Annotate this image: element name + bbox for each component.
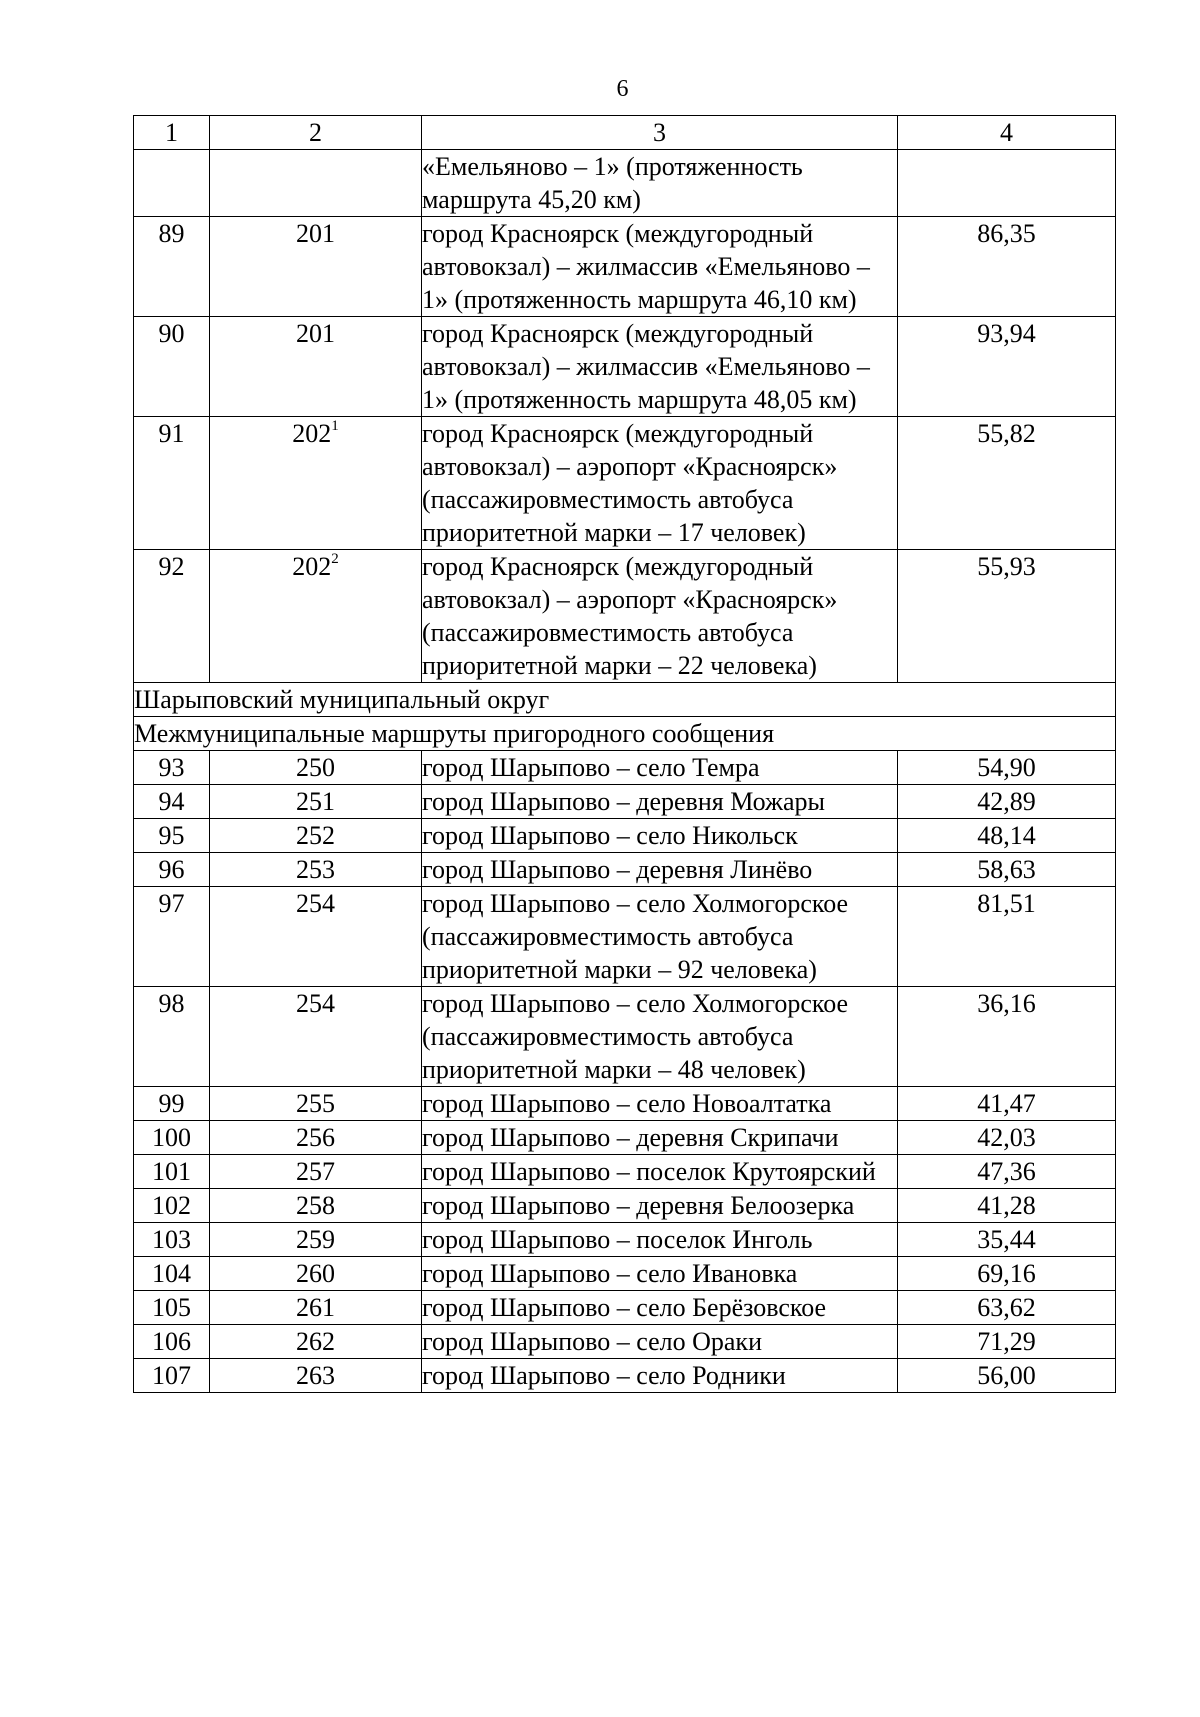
row-number-cell: 106 [134, 1325, 210, 1359]
row-number-cell [134, 150, 210, 217]
table-row [134, 819, 1116, 853]
route-number-cell: 257 [210, 1155, 422, 1189]
section-title: Шарыповский муниципальный округ [134, 683, 1116, 717]
table-row [134, 317, 1116, 417]
value-cell: 55,93 [898, 550, 1116, 683]
row-number-cell: 98 [134, 987, 210, 1087]
route-description-cell: город Шарыпово – деревня Линёво [422, 853, 898, 887]
row-number-cell: 94 [134, 785, 210, 819]
row-number-cell: 95 [134, 819, 210, 853]
header-col-2: 2 [210, 116, 422, 150]
table-body [134, 150, 1116, 1393]
table-row [134, 1189, 1116, 1223]
page-number: 6 [616, 76, 629, 102]
row-number-cell: 105 [134, 1291, 210, 1325]
route-number-text: 202 [292, 552, 332, 581]
route-number-cell: 201 [210, 217, 422, 317]
row-number-cell: 89 [134, 217, 210, 317]
row-number-cell: 107 [134, 1359, 210, 1393]
table-row [134, 1325, 1116, 1359]
value-cell: 63,62 [898, 1291, 1116, 1325]
route-number-cell: 261 [210, 1291, 422, 1325]
table-row [134, 785, 1116, 819]
value-cell: 86,35 [898, 217, 1116, 317]
routes-table [133, 115, 1116, 1393]
value-cell: 41,28 [898, 1189, 1116, 1223]
table-row [134, 150, 1116, 217]
value-cell: 35,44 [898, 1223, 1116, 1257]
route-description-cell: город Красноярск (междугородный автовокзал) – жилмассив «Емельяново – 1» (протяженность маршрута 48,05 км) [422, 317, 898, 417]
row-number-cell: 97 [134, 887, 210, 987]
route-number-cell: 263 [210, 1359, 422, 1393]
route-number-cell: 201 [210, 317, 422, 417]
route-description-cell: город Красноярск (междугородный автовокзал) – жилмассив «Емельяново – 1» (протяженность маршрута 46,10 км) [422, 217, 898, 317]
table-row [134, 1257, 1116, 1291]
value-cell: 54,90 [898, 751, 1116, 785]
route-number-cell [210, 150, 422, 217]
row-number-cell: 101 [134, 1155, 210, 1189]
table-row [134, 1087, 1116, 1121]
table-row [134, 887, 1116, 987]
route-number-cell [210, 417, 422, 550]
value-cell: 42,03 [898, 1121, 1116, 1155]
route-number-cell: 255 [210, 1087, 422, 1121]
route-number-cell: 252 [210, 819, 422, 853]
value-cell: 48,14 [898, 819, 1116, 853]
table-row [134, 417, 1116, 550]
route-description-cell: город Красноярск (междугородный автовокзал) – аэропорт «Красноярск» (пассажировместимость автобуса приоритетной марки – 17 человек) [422, 417, 898, 550]
row-number-cell: 91 [134, 417, 210, 550]
route-description-cell: город Шарыпово – село Темра [422, 751, 898, 785]
route-number-text: 202 [292, 419, 332, 448]
row-number-cell: 92 [134, 550, 210, 683]
row-number-cell: 104 [134, 1257, 210, 1291]
route-number-cell [210, 550, 422, 683]
route-description-cell: город Шарыпово – село Холмогорское (пассажировместимость автобуса приоритетной марки – 48 человек) [422, 987, 898, 1087]
value-cell: 41,47 [898, 1087, 1116, 1121]
value-cell: 42,89 [898, 785, 1116, 819]
table-row [134, 217, 1116, 317]
route-number-cell: 254 [210, 987, 422, 1087]
route-description-cell: город Шарыпово – деревня Скрипачи [422, 1121, 898, 1155]
route-description-cell: город Шарыпово – село Берёзовское [422, 1291, 898, 1325]
value-cell: 81,51 [898, 887, 1116, 987]
table-row [134, 550, 1116, 683]
route-number-cell: 256 [210, 1121, 422, 1155]
route-number-cell: 253 [210, 853, 422, 887]
value-cell: 36,16 [898, 987, 1116, 1087]
header-col-3: 3 [422, 116, 898, 150]
value-cell: 55,82 [898, 417, 1116, 550]
row-number-cell: 93 [134, 751, 210, 785]
route-number-superscript: 1 [331, 418, 339, 435]
route-description-cell: город Шарыпово – село Никольск [422, 819, 898, 853]
table-header-row [134, 116, 1116, 150]
table-row [134, 1223, 1116, 1257]
row-number-cell: 99 [134, 1087, 210, 1121]
value-cell: 47,36 [898, 1155, 1116, 1189]
row-number-cell: 102 [134, 1189, 210, 1223]
header-col-4: 4 [898, 116, 1116, 150]
table-row [134, 1359, 1116, 1393]
route-number-cell: 259 [210, 1223, 422, 1257]
section-row [134, 683, 1116, 717]
route-description-cell: город Шарыпово – поселок Инголь [422, 1223, 898, 1257]
value-cell: 69,16 [898, 1257, 1116, 1291]
route-description-cell: город Шарыпово – деревня Белоозерка [422, 1189, 898, 1223]
table-row [134, 1291, 1116, 1325]
route-number-cell: 260 [210, 1257, 422, 1291]
route-number-cell: 258 [210, 1189, 422, 1223]
value-cell [898, 150, 1116, 217]
value-cell: 58,63 [898, 853, 1116, 887]
table-row [134, 1121, 1116, 1155]
table-row [134, 751, 1116, 785]
section-row [134, 717, 1116, 751]
route-number-cell: 251 [210, 785, 422, 819]
value-cell: 56,00 [898, 1359, 1116, 1393]
route-description-cell: город Шарыпово – село Ивановка [422, 1257, 898, 1291]
route-description-cell: город Шарыпово – село Новоалтатка [422, 1087, 898, 1121]
route-description-cell: город Шарыпово – село Ораки [422, 1325, 898, 1359]
table-row [134, 1155, 1116, 1189]
row-number-cell: 90 [134, 317, 210, 417]
value-cell: 93,94 [898, 317, 1116, 417]
table-row [134, 853, 1116, 887]
route-description-cell: город Шарыпово – село Холмогорское (пассажировместимость автобуса приоритетной марки – 92 человека) [422, 887, 898, 987]
route-number-cell: 262 [210, 1325, 422, 1359]
row-number-cell: 100 [134, 1121, 210, 1155]
row-number-cell: 96 [134, 853, 210, 887]
table-row [134, 987, 1116, 1087]
route-number-superscript: 2 [331, 551, 339, 568]
route-number-cell: 250 [210, 751, 422, 785]
row-number-cell: 103 [134, 1223, 210, 1257]
section-title: Межмуниципальные маршруты пригородного сообщения [134, 717, 1116, 751]
value-cell: 71,29 [898, 1325, 1116, 1359]
route-description-cell: «Емельяново – 1» (протяженность маршрута 45,20 км) [422, 150, 898, 217]
route-description-cell: город Шарыпово – село Родники [422, 1359, 898, 1393]
route-description-cell: город Красноярск (междугородный автовокзал) – аэропорт «Красноярск» (пассажировместимость автобуса приоритетной марки – 22 человека) [422, 550, 898, 683]
route-description-cell: город Шарыпово – поселок Крутоярский [422, 1155, 898, 1189]
header-col-1: 1 [134, 116, 210, 150]
route-number-cell: 254 [210, 887, 422, 987]
route-description-cell: город Шарыпово – деревня Можары [422, 785, 898, 819]
